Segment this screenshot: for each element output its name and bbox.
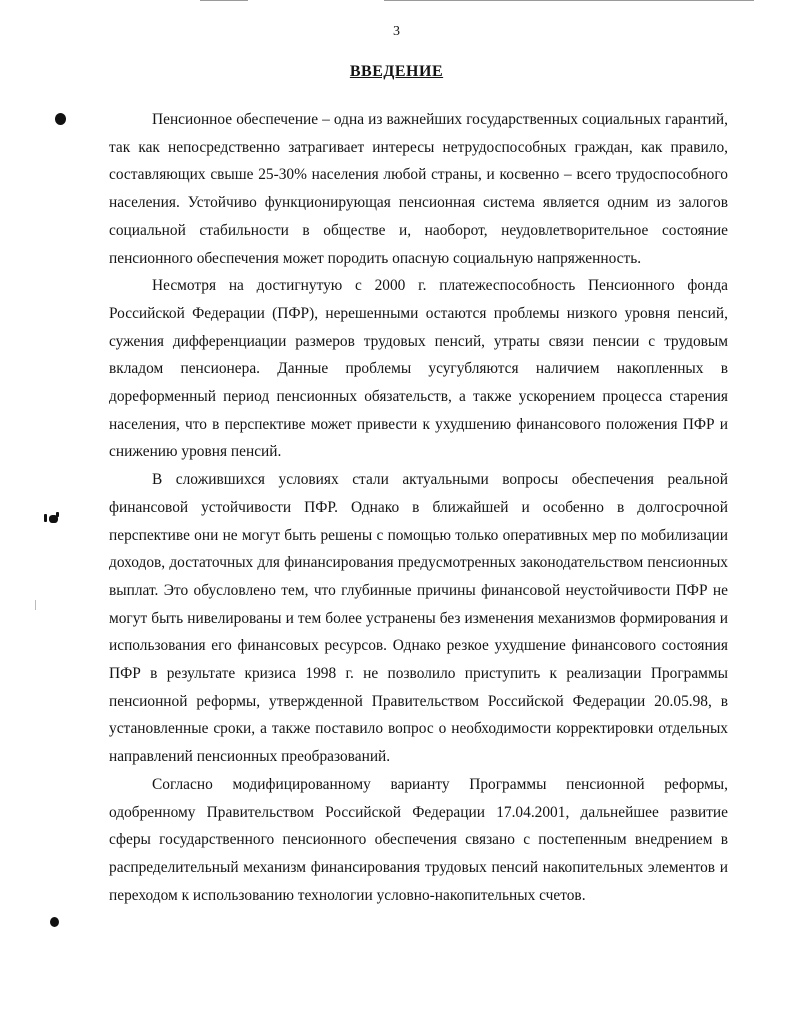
scan-speck-top [55,113,66,125]
scan-top-line-right [384,0,754,1]
scan-speck-middle [44,512,62,526]
page-number: 3 [393,24,400,39]
document-body [109,106,728,909]
scan-margin-tick [35,600,36,610]
scan-speck-bottom [50,917,59,927]
paragraph-4: Согласно модифицированному варианту Программы пенсионной реформы, одобренному Правительством Российской Федерации 17.04.2001, дальнейшее развитие сферы государственного пенсионного обеспечения связано с постепенным внедрением в распределительный механизм финансирования трудовых пенсий накопительных элементов и переходом к использованию технологии условно-накопительных счетов. [109,775,728,904]
page-title: ВВЕДЕНИЕ [349,63,444,80]
scan-top-line-left [200,0,248,1]
paragraph-2: Несмотря на достигнутую с 2000 г. платежеспособность Пенсионного фонда Российской Федерации (ПФР), нерешенными остаются проблемы низкого уровня пенсий, сужения дифференциации размеров трудовых пенсий, утраты связи пенсии с трудовым вкладом пенсионера. Данные проблемы усугубляются наличием накопленных в дореформенный период пенсионных обязательств, а также ускорением процесса старения населения, что в перспективе может привести к ухудшению финансового положения ПФР и снижению уровня пенсий. [109,277,728,461]
paragraph-1: Пенсионное обеспечение – одна из важнейших государственных социальных гарантий, так как непосредственно затрагивает интересы нетрудоспособных граждан, как правило, составляющих свыше 25-30% населения любой страны, и косвенно – всего трудоспособного населения. Устойчиво функционирующая пенсионная система является одним из залогов социальной стабильности в обществе и, наоборот, неудовлетворительное состояние пенсионного обеспечения может породить опасную социальную напряженность. [109,111,728,267]
paragraph-3: В сложившихся условиях стали актуальными вопросы обеспечения реальной финансовой устойчивости ПФР. Однако в ближайшей и особенно в долгосрочной перспективе они не могут быть решены с помощью только оперативных мер по мобилизации доходов, достаточных для финансирования предусмотренных законодательством пенсионных выплат. Это обусловлено тем, что глубинные причины финансовой неустойчивости ПФР не могут быть нивелированы и тем более устранены без изменения механизмов формирования и использования его финансовых ресурсов. Однако резкое ухудшение финансового состояния ПФР в результате кризиса 1998 г. не позволило приступить к реализации Программы пенсионной реформы, утвержденной Правительством Российской Федерации 20.05.98, в установленные сроки, а также поставило вопрос о необходимости корректировки отдельных направлений пенсионных преобразований. [109,471,728,766]
